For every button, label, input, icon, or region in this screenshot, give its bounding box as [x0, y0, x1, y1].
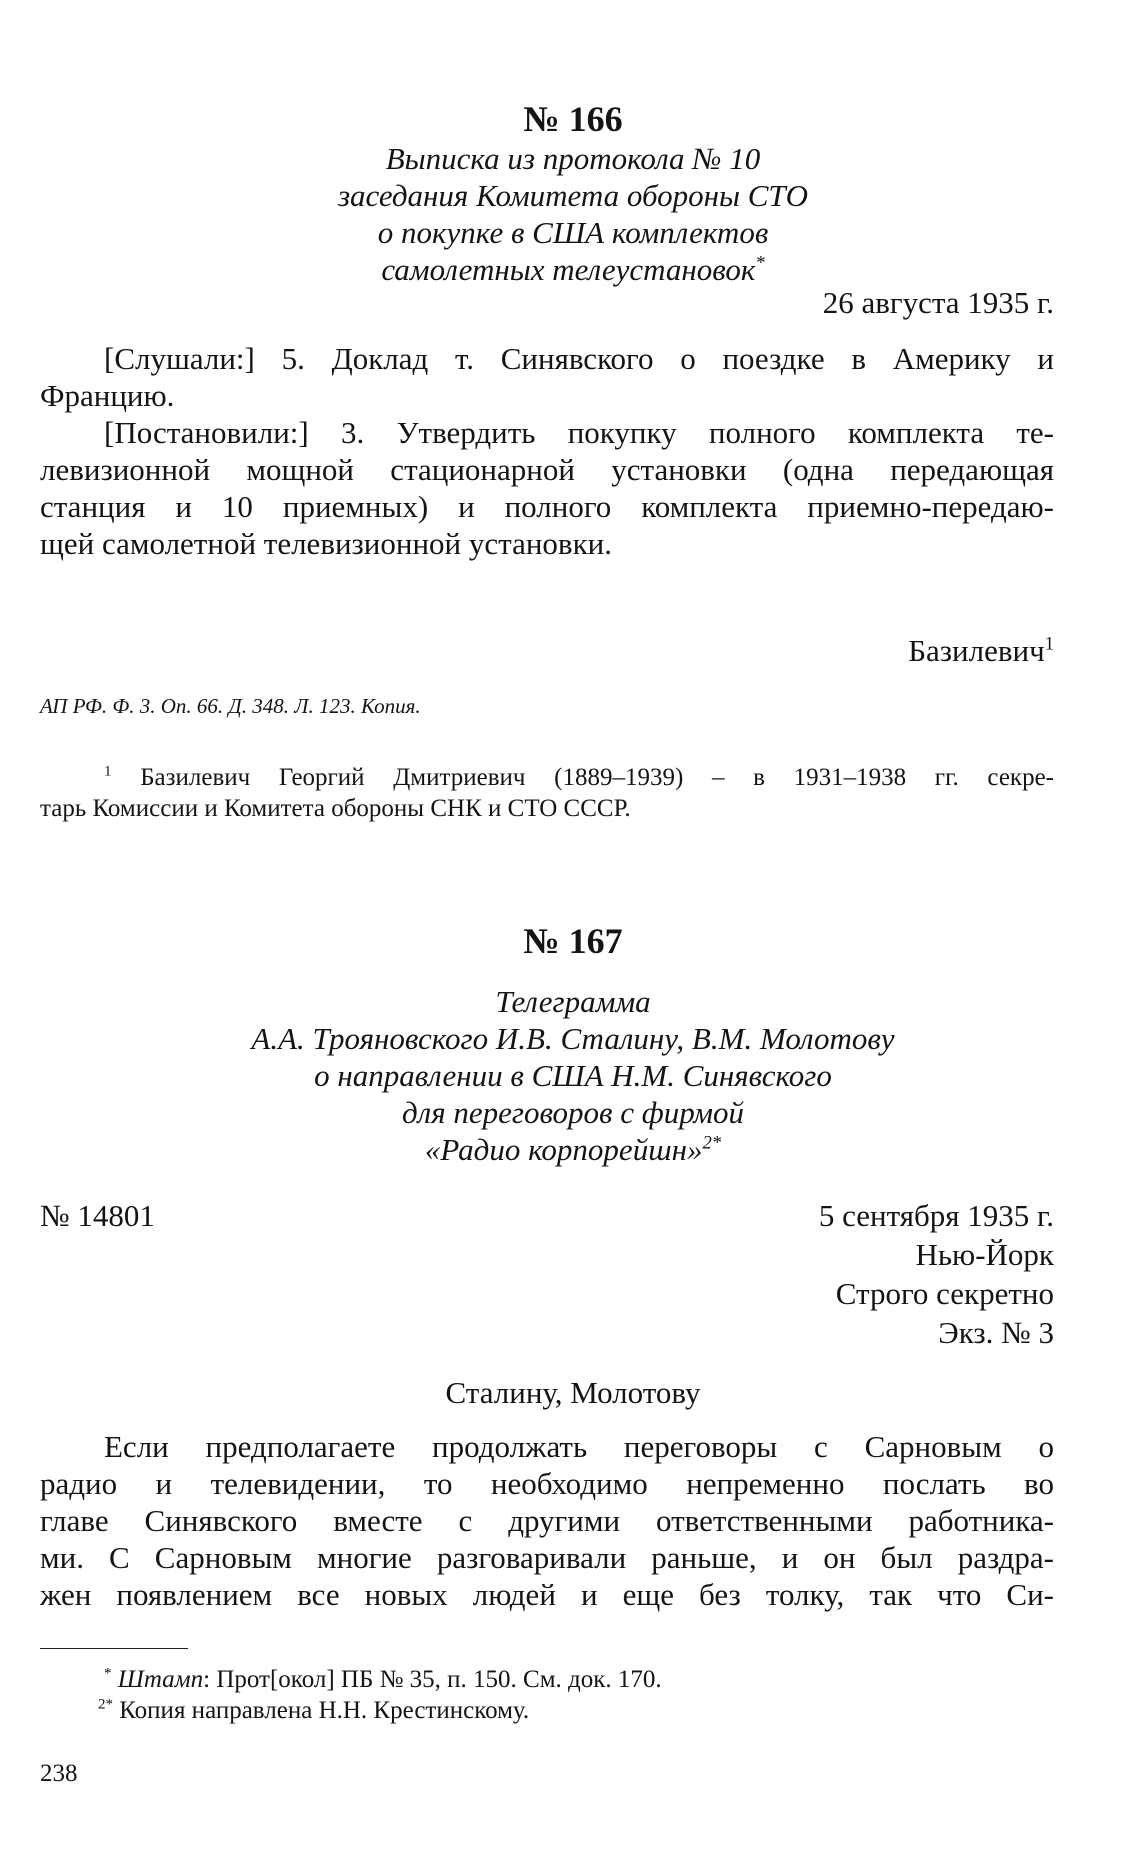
doc167-title-line: «Радио корпорейшн»: [424, 1132, 703, 1167]
text-line: жен появлением все новых людей и еще без толку, так что Си-: [40, 1577, 1054, 1612]
text-line: главе Синявского вместе с другими ответственными работника-: [40, 1503, 1054, 1538]
footnote-text: тарь Комиссии и Комитета обороны СНК и СТО СССР.: [40, 795, 631, 822]
doc166-paragraph-heard: [40, 340, 1054, 414]
signature-footnote-mark: 1: [1044, 633, 1054, 655]
doc167-number: № 167: [523, 921, 623, 961]
doc167-body: [40, 1428, 1054, 1613]
doc167-title-line: для переговоров с фирмой: [402, 1095, 744, 1130]
text-line: Францию.: [40, 378, 175, 413]
doc167-secrecy-stamp: Строго секретно: [835, 1276, 1054, 1311]
page-number: 238: [40, 1760, 78, 1787]
doc166-paragraph-decided: [40, 414, 1054, 562]
footnote-text: Базилевич Георгий Дмитриевич (1889–1939) – в 1931–1938 гг. секре-: [140, 764, 1054, 791]
doc166-signature: [908, 633, 1054, 669]
footnote-text: Копия направлена Н.Н. Крестинскому.: [119, 1697, 530, 1724]
doc166-title-line: о покупке в США комплектов: [377, 215, 769, 250]
footnote-text: : Прот[окол] ПБ № 35, п. 150. См. док. 170.: [203, 1666, 662, 1693]
doc166-title-line: самолетных телеустановок: [381, 252, 756, 287]
doc166-title-line: заседания Комитета обороны СТО: [337, 178, 809, 213]
page-footnote-1: [104, 1664, 662, 1695]
doc167-title: [0, 983, 1146, 1168]
text-line: станция и 10 приемных) и полного комплекта приемно-передаю-: [40, 489, 1054, 524]
text-line: [Постановили:] 3. Утвердить покупку полного комплекта те-: [104, 415, 1054, 450]
text-line: [Слушали:] 5. Доклад т. Синявского о поездке в Америку и: [104, 341, 1054, 376]
doc166-date: 26 августа 1935 г.: [822, 285, 1054, 320]
doc167-title-footnote-mark: 2*: [702, 1132, 722, 1154]
doc167-title-line: о направлении в США Н.М. Синявского: [314, 1058, 832, 1093]
text-line: левизионной мощной стационарной установки (одна передающая: [40, 452, 1054, 487]
doc166-number: № 166: [523, 99, 623, 139]
footnote-mark: 2*: [98, 1696, 113, 1713]
text-line: щей самолетной телевизионной установки.: [40, 526, 612, 561]
text-line: ми. С Сарновым многие разговаривали раньше, и он был раздра-: [40, 1540, 1054, 1575]
doc167-copy-number: Экз. № 3: [938, 1315, 1054, 1350]
doc167-title-line: А.А. Трояновского И.В. Сталину, В.М. Молотову: [251, 1021, 895, 1056]
text-line: радио и телевидении, то необходимо непременно послать во: [40, 1466, 1054, 1501]
doc167-date: 5 сентября 1935 г.: [818, 1198, 1054, 1233]
footnote-separator: [40, 1648, 188, 1649]
footnote-label: Штамп: [117, 1666, 204, 1693]
doc167-place: Нью-Йорк: [915, 1237, 1054, 1272]
text-line: Если предполагаете продолжать переговоры с Сарновым о: [104, 1429, 1054, 1464]
doc167-reference-number: № 14801: [40, 1198, 155, 1233]
doc167-addressee: Сталину, Молотову: [445, 1375, 701, 1410]
doc166-title-footnote-mark: *: [755, 252, 765, 274]
doc166-footnote: [40, 762, 1054, 824]
footnote-mark: 1: [104, 763, 112, 780]
footnote-mark: *: [104, 1665, 112, 1682]
doc167-title-line: Телеграмма: [495, 984, 651, 1019]
doc166-title: [0, 140, 1146, 288]
doc166-title-line: Выписка из протокола № 10: [385, 141, 761, 176]
doc166-archive-reference: АП РФ. Ф. 3. Оп. 66. Д. 348. Л. 123. Копия.: [40, 694, 421, 718]
page-footnote-2: [98, 1695, 529, 1726]
signature-name: Базилевич: [908, 633, 1045, 668]
